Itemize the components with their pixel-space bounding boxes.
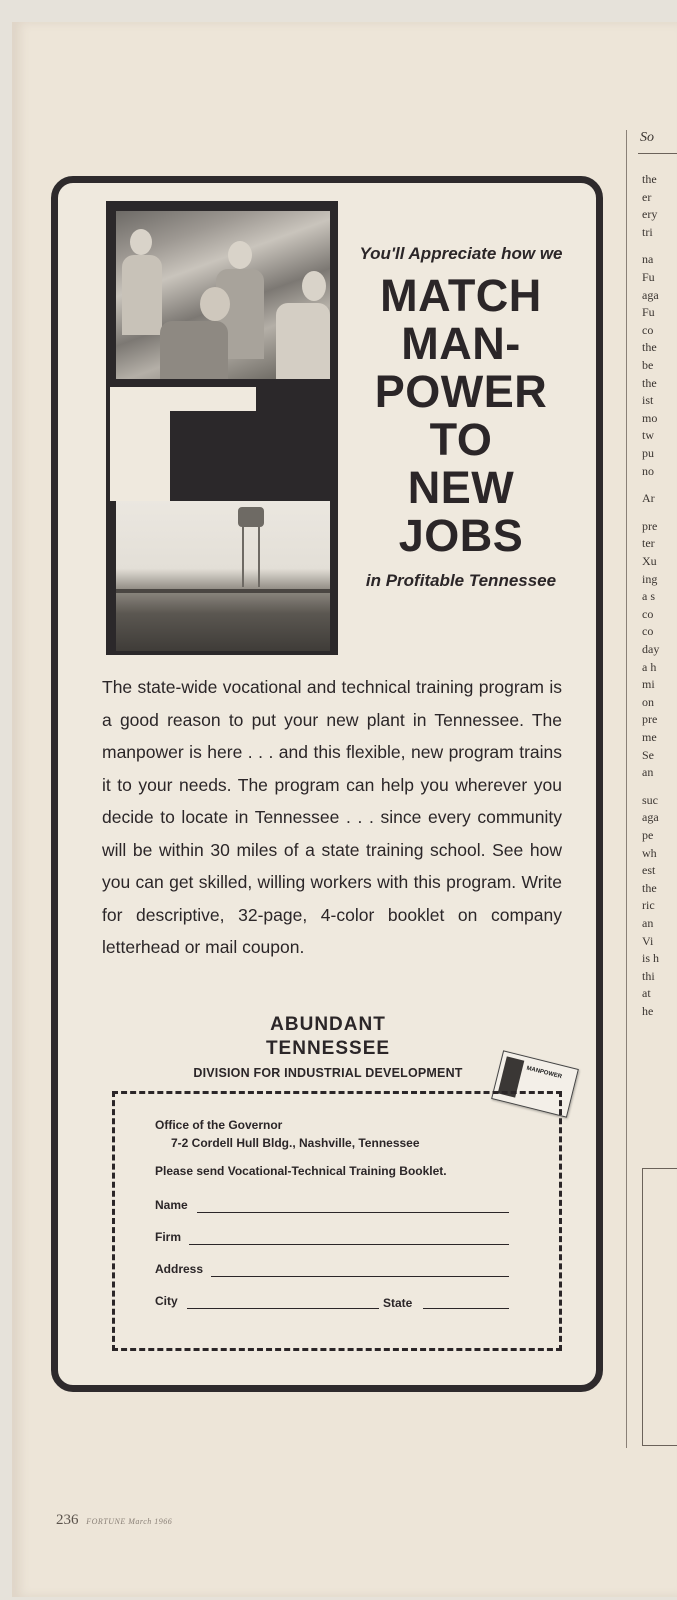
column-text-fragment: wh — [642, 845, 657, 860]
advertiser-block — [138, 1013, 518, 1080]
column-text-fragment: no — [642, 463, 654, 478]
column-text-fragment: a h — [642, 659, 657, 674]
column-text-fragment: co — [642, 624, 654, 639]
ad-headline — [346, 243, 576, 591]
coupon-request: Please send Vocational-Technical Training Booklet. — [155, 1164, 447, 1178]
column-text-fragment: on — [642, 694, 654, 709]
column-text-fragment: pre — [642, 518, 658, 533]
city-label: City — [155, 1294, 178, 1308]
state-label: State — [383, 1296, 413, 1310]
page-number: 236 — [56, 1512, 79, 1528]
org-name-line2: TENNESSEE — [265, 1038, 391, 1059]
firm-label: Firm — [155, 1230, 182, 1244]
header-rule — [638, 153, 677, 154]
column-text-fragment: pe — [642, 828, 654, 842]
name-field[interactable] — [197, 1212, 509, 1213]
column-text-fragment: mo — [642, 410, 658, 425]
column-text-fragment: thi — [642, 968, 655, 983]
column-text-fragment: Fu — [642, 305, 655, 320]
coupon-address: 7-2 Cordell Hull Bldg., Nashville, Tennessee — [171, 1136, 420, 1150]
column-text-fragment: na — [642, 252, 654, 267]
column-text-fragment: ist — [642, 393, 654, 408]
column-text-fragment: the — [642, 880, 657, 895]
column-text-fragment: mi — [642, 677, 655, 692]
column-text-fragment: Xu — [642, 554, 657, 568]
ad-photo-collage — [106, 201, 338, 655]
column-text-fragment: a s — [642, 589, 655, 604]
column-text-fragment: at — [642, 986, 651, 1001]
adjacent-box — [642, 1168, 677, 1446]
column-text-fragment: the — [642, 172, 657, 186]
org-name-line1: ABUNDANT — [270, 1014, 386, 1035]
coupon-office: Office of the Governor — [155, 1118, 283, 1132]
column-text-fragment: ter — [642, 536, 655, 551]
column-text-fragment: an — [642, 916, 654, 930]
page-footer — [56, 1512, 172, 1529]
column-text-fragment: pre — [642, 712, 658, 727]
column-text-fragment: er — [642, 189, 652, 204]
column-text-fragment: aga — [642, 810, 659, 825]
column-text-fragment: Ar — [642, 491, 655, 506]
address-field[interactable] — [211, 1276, 509, 1277]
headline-kicker: You'll Appreciate how we — [359, 244, 563, 263]
firm-field[interactable] — [189, 1244, 509, 1245]
column-text-fragment: is h — [642, 951, 660, 966]
column-text-fragment: me — [642, 730, 657, 744]
column-text-fragment: est — [642, 863, 656, 878]
column-text-fragment: day — [642, 642, 660, 656]
column-text-fragment: he — [642, 1004, 654, 1018]
column-text-fragment: an — [642, 765, 654, 780]
column-text-fragment: co — [642, 322, 654, 337]
column-text-fragment: Se — [642, 747, 654, 762]
column-text-fragment: be — [642, 358, 654, 372]
column-text-fragment: co — [642, 606, 654, 621]
column-text-fragment: Vi — [642, 933, 654, 948]
column-text-fragment: ric — [642, 898, 655, 913]
workers-crowd-photo — [116, 211, 330, 379]
address-label: Address — [155, 1262, 204, 1276]
ad-body-copy: The state-wide vocational and technical training program is a good reason to put your new plant in Tennessee. The manpower is here . . . and this flexible, new program trains it to your needs. The program can help you wherever you decide to locate in Tennessee . . . since every community will be within 30 miles of a state training school. See how you can get skilled, willing workers with this program. Write for descriptive, 32-page, 4-color booklet on company letterhead or mail coupon. — [102, 677, 562, 957]
column-text-fragment: aga — [642, 287, 659, 302]
column-text-fragment: ing — [642, 571, 658, 586]
headline-main: MATCH MAN- POWER TO NEW JOBS — [374, 270, 548, 561]
booklet-thumbnail: MANPOWER — [491, 1050, 579, 1117]
water-tower-photo — [116, 501, 330, 651]
mail-coupon — [112, 1091, 562, 1351]
headline-tagline: in Profitable Tennessee — [365, 571, 557, 590]
city-field[interactable] — [187, 1308, 379, 1309]
column-text-fragment: pu — [642, 446, 654, 460]
advertisement — [51, 176, 603, 1392]
column-text-fragment: tw — [642, 428, 654, 443]
column-text-fragment: suc — [642, 792, 658, 807]
column-text-fragment: tri — [642, 224, 653, 239]
column-text-fragment: the — [642, 340, 657, 355]
name-label: Name — [155, 1198, 188, 1212]
state-field[interactable] — [423, 1308, 509, 1309]
column-divider — [626, 130, 627, 1448]
column-header: So — [640, 130, 654, 145]
org-division: DIVISION FOR INDUSTRIAL DEVELOPMENT — [193, 1066, 463, 1080]
column-text-fragment: ery — [642, 207, 658, 222]
column-text-fragment: the — [642, 375, 657, 390]
publication-name: FORTUNE March 1966 — [86, 1517, 173, 1526]
column-text-fragment: Fu — [642, 270, 655, 284]
